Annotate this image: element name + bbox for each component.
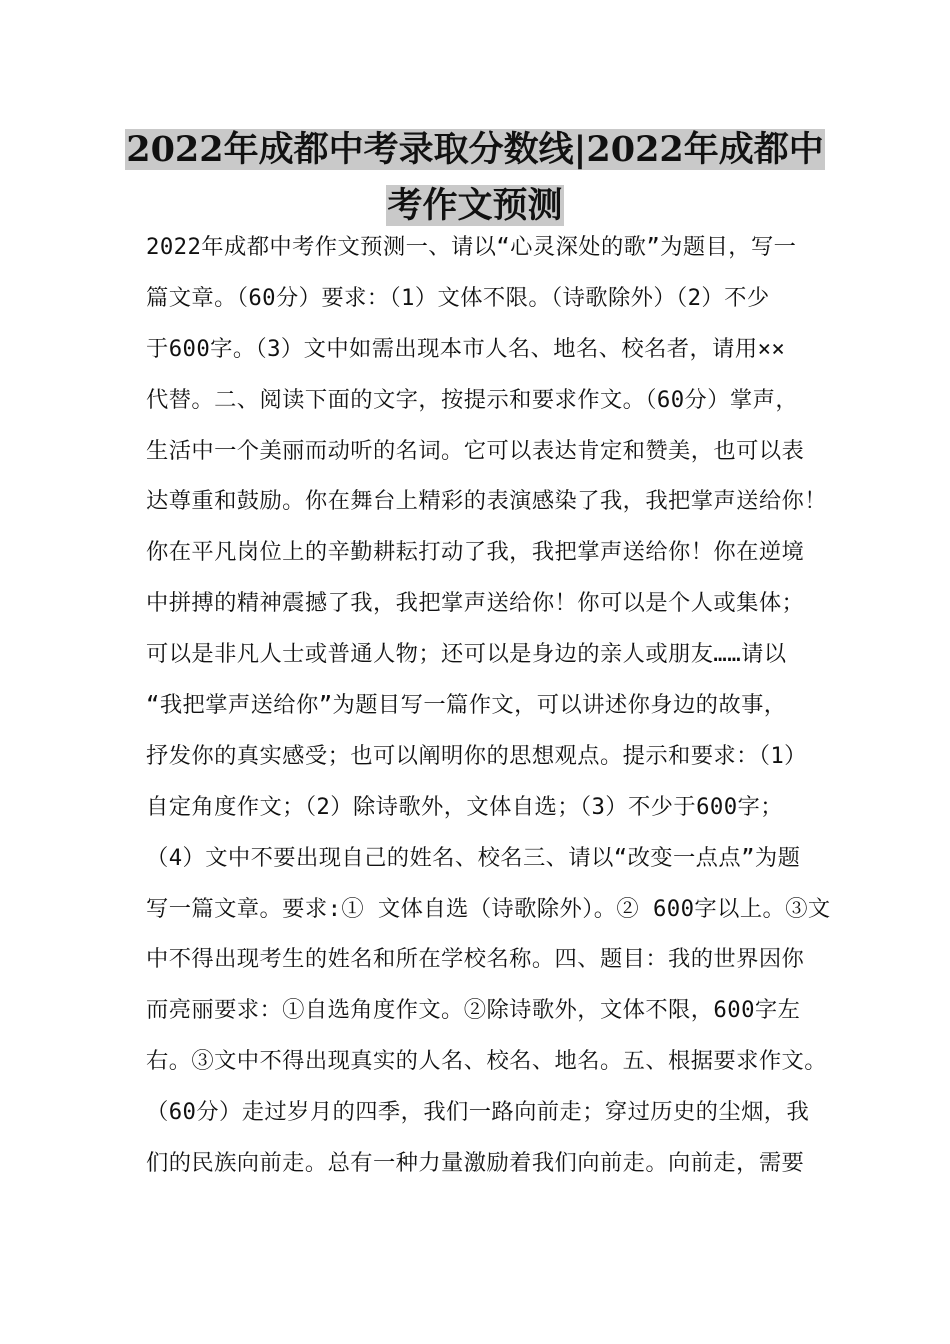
body-text-line: 右。③文中不得出现真实的人名、校名、地名。五、根据要求作文。 [146, 1048, 827, 1075]
document-title [120, 122, 830, 234]
body-text-line: 写一篇文章。要求:① 文体自选（诗歌除外）。② 600字以上。③文 [146, 895, 831, 922]
body-text-line: 可以是非凡人士或普通人物；还可以是身边的亲人或朋友……请以 [146, 641, 787, 668]
body-text-line: 们的民族向前走。总有一种力量激励着我们向前走。向前走，需要 [146, 1150, 805, 1177]
body-text-line: 抒发你的真实感受；也可以阐明你的思想观点。提示和要求：（1） [146, 742, 807, 769]
body-text-line: 达尊重和鼓励。你在舞台上精彩的表演感染了我，我把掌声送给你！ [146, 488, 827, 515]
body-text-line: 自定角度作文；（2）除诗歌外，文体自选；（3）不少于600字； [146, 793, 783, 820]
body-text-line: （60分）走过岁月的四季，我们一路向前走；穿过历史的尘烟，我 [146, 1099, 810, 1126]
body-text-line: 于600字。（3）文中如需出现本市人名、地名、校名者，请用×× [146, 335, 786, 362]
body-text-line: 篇文章。（60分）要求：（1）文体不限。（诗歌除外）（2）不少 [146, 284, 770, 311]
body-text-line: “我把掌声送给你”为题目写一篇作文，可以讲述你身边的故事， [146, 692, 787, 719]
body-text-line: 2022年成都中考作文预测一、请以“心灵深处的歌”为题目，写一 [146, 234, 797, 260]
body-text-line: 你在平凡岗位上的辛勤耕耘打动了我，我把掌声送给你！你在逆境 [146, 539, 805, 566]
body-text-line: 代替。二、阅读下面的文字，按提示和要求作文。（60分）掌声， [146, 386, 799, 413]
document-body [146, 229, 836, 1196]
title-line-2: 考作文预测 [387, 185, 563, 226]
body-text-line: 中不得出现考生的姓名和所在学校名称。四、题目：我的世界因你 [146, 946, 805, 973]
body-text-line: 中拼搏的精神震撼了我，我把掌声送给你！你可以是个人或集体； [146, 590, 805, 617]
body-text-line: 而亮丽要求：①自选角度作文。②除诗歌外，文体不限，600字左 [146, 997, 801, 1024]
title-line-1: 2022年成都中考录取分数线|2022年成都中 [126, 129, 824, 170]
body-text-line: （4）文中不要出现自己的姓名、校名三、请以“改变一点点”为题 [146, 844, 801, 871]
body-text-line: 生活中一个美丽而动听的名词。它可以表达肯定和赞美，也可以表 [146, 437, 805, 464]
